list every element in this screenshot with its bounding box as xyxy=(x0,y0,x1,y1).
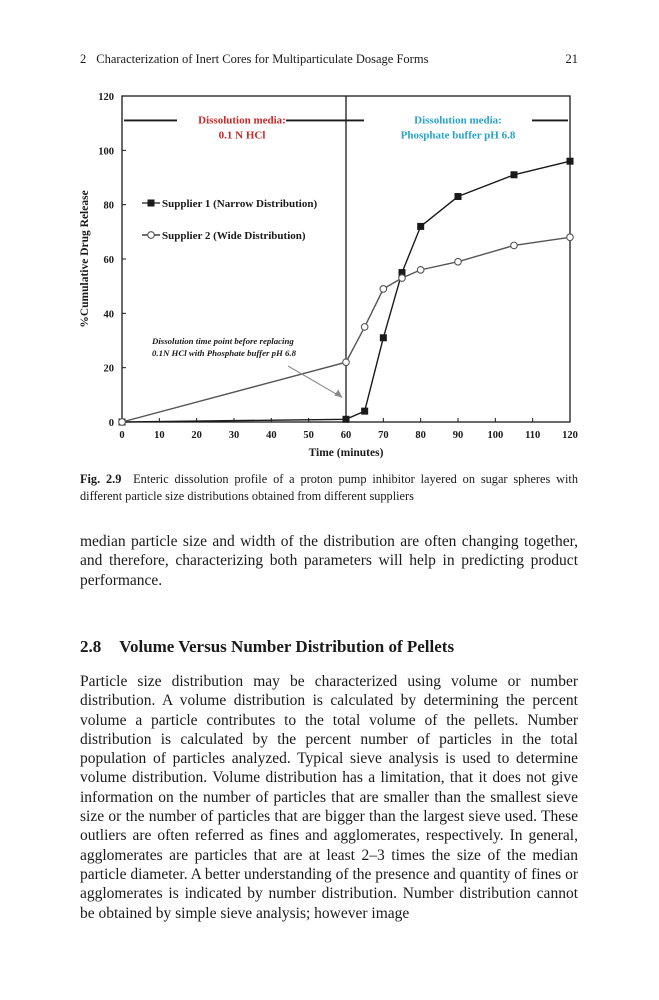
legend-marker-square xyxy=(148,200,155,207)
running-header xyxy=(80,52,578,70)
series-1-point xyxy=(455,193,462,200)
x-axis-label: Time (minutes) xyxy=(308,447,384,459)
y-tick-label: 40 xyxy=(103,309,114,321)
series-1-point xyxy=(511,171,518,178)
series-1-point xyxy=(567,158,574,165)
series-1-point xyxy=(417,223,424,230)
x-tick-label: 110 xyxy=(525,430,541,441)
chapter-number: 2 xyxy=(80,52,87,66)
phase-label-line1: Dissolution media: xyxy=(414,114,502,127)
x-tick-label: 50 xyxy=(303,430,314,441)
series-2-point xyxy=(343,359,350,366)
x-tick-label: 30 xyxy=(228,430,240,441)
y-axis-label: %Cumulative Drug Release xyxy=(79,190,91,328)
series-1-point xyxy=(361,408,368,415)
figure-label: Fig. 2.9 xyxy=(80,472,122,486)
series-2-point xyxy=(511,242,518,249)
x-tick-label: 80 xyxy=(415,430,426,441)
series-2-point xyxy=(399,275,406,282)
body-paragraph-2: Particle size distribution may be characterized using volume or number distribution. A volume distribution is calculated by determining the percent volume a particle contributes to the total volume of the pellets. Number distribution is calculated by the percent number of particles in the total population of particles analyzed. Typical sieve analysis is used to determine volume distribution. Volume distribution has a limitation, that it does not give information on the number of particles that are smaller than the smallest sieve size or the number of particles that are bigger than the largest sieve used. These outliers are often referred as fines and agglomerates, respectively. In general, agglomerates are particles that are at least 2–3 times the size of the median particle diameter. A better understanding of the presence and quantity of fines or agglomerates is indicated by number distribution. Number distribution cannot be obtained by simple sieve analysis; however image xyxy=(80,673,578,922)
annotation-line2: 0.1N HCl with Phosphate buffer pH 6.8 xyxy=(152,348,297,358)
x-tick-label: 100 xyxy=(487,430,504,441)
x-tick-label: 20 xyxy=(191,430,202,441)
chart-legend xyxy=(142,198,317,242)
chart-axes xyxy=(79,96,570,459)
y-tick-label: 0 xyxy=(108,418,114,429)
x-tick-label: 40 xyxy=(266,430,277,441)
series-2-point xyxy=(119,419,126,426)
legend-label: Supplier 2 (Wide Distribution) xyxy=(162,230,306,242)
section-heading xyxy=(80,637,578,657)
series-2-point xyxy=(361,324,368,331)
series-2-point xyxy=(455,258,462,265)
chart-phase-labels xyxy=(124,96,568,422)
x-tick-label: 90 xyxy=(452,430,464,441)
body-paragraph-1: median particle size and width of the distribution are often changing together, and therefore, characterizing both parameters will help in predicting product performance. xyxy=(80,533,578,589)
chapter-title: Characterization of Inert Cores for Multiparticulate Dosage Forms xyxy=(96,52,429,66)
series-2-point xyxy=(417,267,424,274)
phase-label-line2: Phosphate buffer pH 6.8 xyxy=(400,129,516,142)
annotation-line1: Dissolution time point before replacing xyxy=(152,336,294,346)
y-tick-label: 100 xyxy=(98,146,114,158)
chapter-heading xyxy=(80,52,428,67)
x-tick-label: 10 xyxy=(154,430,165,441)
legend-label: Supplier 1 (Narrow Distribution) xyxy=(162,198,318,210)
phase-label-line2: 0.1 N HCl xyxy=(218,129,266,142)
y-tick-label: 20 xyxy=(103,363,114,375)
page-number: 21 xyxy=(565,52,578,66)
series-1-point xyxy=(343,416,350,423)
dissolution-chart xyxy=(70,86,590,466)
y-tick-label: 120 xyxy=(98,92,114,103)
x-tick-label: 0 xyxy=(119,430,125,441)
section-number: 2.8 xyxy=(80,637,102,656)
section-title: Volume Versus Number Distribution of Pellets xyxy=(119,637,455,656)
phase-label-line1: Dissolution media: xyxy=(198,114,286,127)
y-tick-label: 60 xyxy=(103,255,114,266)
figure-caption-text: Enteric dissolution profile of a proton pump inhibitor layered on sugar spheres with different particle size distributions obtained from different suppliers xyxy=(80,472,578,503)
x-tick-label: 120 xyxy=(562,430,578,441)
legend-marker-circle xyxy=(148,232,155,239)
series-2-point xyxy=(380,286,387,293)
figure-caption xyxy=(80,471,578,505)
series-2-point xyxy=(567,234,574,241)
series-1-point xyxy=(380,334,387,341)
x-tick-label: 70 xyxy=(378,430,389,441)
chart-ticks xyxy=(98,92,578,441)
x-tick-label: 60 xyxy=(340,430,352,441)
y-tick-label: 80 xyxy=(103,200,114,212)
